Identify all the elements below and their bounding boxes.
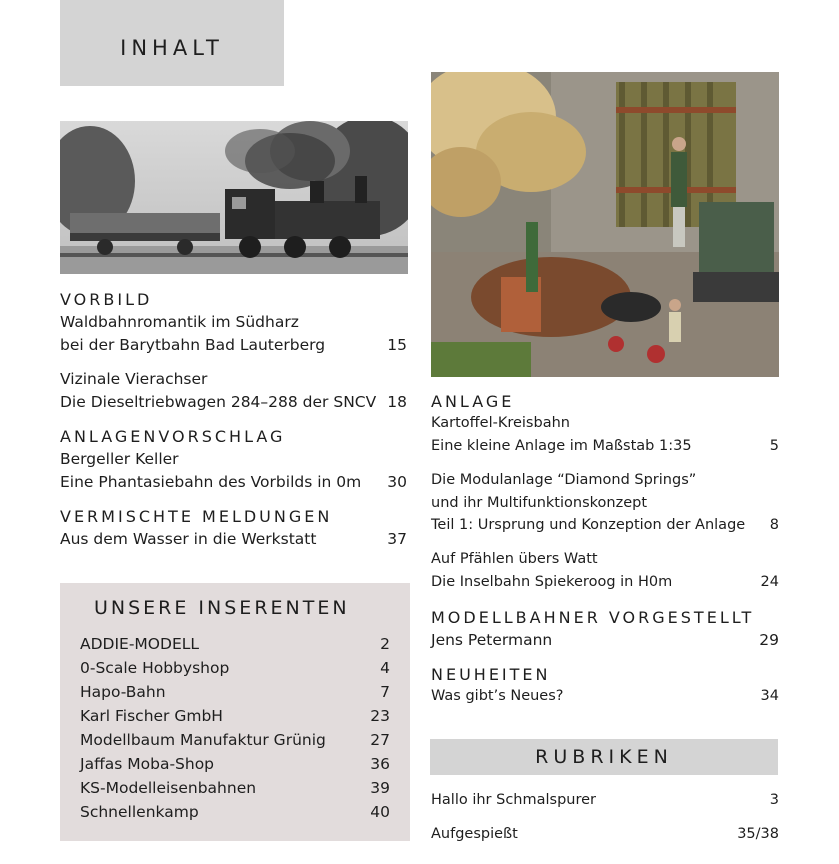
advertiser-name: Modellbaum Manufaktur Grünig bbox=[80, 731, 326, 749]
anlage-line: Kartoffel-Kreisbahn bbox=[431, 415, 570, 431]
rubriken-header bbox=[430, 739, 778, 775]
anlage-photo bbox=[431, 72, 779, 377]
meldungen-heading: VERMISCHTE MELDUNGEN bbox=[60, 507, 333, 526]
anlage-line: Eine kleine Anlage im Maßstab 1:35 bbox=[431, 438, 692, 454]
meldungen-line: Aus dem Wasser in die Werkstatt bbox=[60, 530, 317, 548]
neuheiten-line: Was gibt’s Neues? bbox=[431, 688, 564, 704]
page-number: 30 bbox=[387, 473, 407, 491]
rubrik-page: 3 bbox=[769, 792, 779, 808]
page-number: 15 bbox=[387, 336, 407, 354]
vorgestellt-heading: MODELLBAHNER VORGESTELLT bbox=[431, 608, 755, 627]
anlage-line: und ihr Multifunktionskonzept bbox=[431, 495, 647, 511]
anlage-line: Auf Pfählen übers Watt bbox=[431, 551, 598, 567]
page-number: 8 bbox=[769, 517, 779, 533]
page-number: 29 bbox=[759, 631, 779, 649]
rubrik-name: Aufgespießt bbox=[431, 826, 518, 842]
advertiser-page: 36 bbox=[370, 755, 390, 773]
advertisers-box bbox=[60, 583, 410, 841]
anlage-line: Die Inselbahn Spiekeroog in H0m bbox=[431, 574, 673, 590]
anlage-line: Teil 1: Ursprung und Konzeption der Anlage bbox=[431, 517, 746, 533]
advertiser-page: 4 bbox=[380, 659, 390, 677]
advertiser-page: 7 bbox=[380, 683, 390, 701]
page-number: 34 bbox=[760, 688, 779, 704]
contents-header bbox=[60, 0, 284, 86]
advertiser-name: Schnellenkamp bbox=[80, 803, 199, 821]
anlagenvorschlag-line: Bergeller Keller bbox=[60, 450, 179, 468]
vorgestellt-line: Jens Petermann bbox=[431, 631, 553, 649]
vorbild-line: Waldbahnromantik im Südharz bbox=[60, 313, 299, 331]
advertiser-name: 0-Scale Hobbyshop bbox=[80, 659, 230, 677]
advertiser-name: Hapo-Bahn bbox=[80, 683, 166, 701]
anlage-heading: ANLAGE bbox=[431, 392, 515, 411]
page-number: 24 bbox=[760, 574, 779, 590]
advertiser-page: 40 bbox=[370, 803, 390, 821]
advertiser-page: 39 bbox=[370, 779, 390, 797]
advertisers-title: UNSERE INSERENTEN bbox=[94, 597, 350, 619]
contents-title: INHALT bbox=[120, 36, 224, 60]
advertiser-name: KS-Modelleisenbahnen bbox=[80, 779, 257, 797]
vorbild-line: Die Dieseltriebwagen 284–288 der SNCV bbox=[60, 393, 377, 411]
advertiser-page: 23 bbox=[370, 707, 390, 725]
vorbild-line: Vizinale Vierachser bbox=[60, 370, 208, 388]
page-number: 18 bbox=[387, 393, 407, 411]
advertiser-name: ADDIE-MODELL bbox=[80, 635, 200, 653]
advertiser-page: 27 bbox=[370, 731, 390, 749]
advertiser-name: Karl Fischer GmbH bbox=[80, 707, 223, 725]
anlagenvorschlag-line: Eine Phantasiebahn des Vorbilds in 0m bbox=[60, 473, 362, 491]
vorbild-heading: VORBILD bbox=[60, 290, 153, 309]
vorbild-line: bei der Barytbahn Bad Lauterberg bbox=[60, 336, 326, 354]
advertiser-page: 2 bbox=[380, 635, 390, 653]
vorbild-photo bbox=[60, 121, 408, 274]
anlagenvorschlag-heading: ANLAGENVORSCHLAG bbox=[60, 427, 286, 446]
page-number: 5 bbox=[769, 438, 779, 454]
neuheiten-heading: NEUHEITEN bbox=[431, 665, 551, 684]
rubriken-title: RUBRIKEN bbox=[535, 746, 673, 768]
page-number: 37 bbox=[387, 530, 407, 548]
rubrik-page: 35/38 bbox=[737, 826, 779, 842]
anlage-line: Die Modulanlage “Diamond Springs” bbox=[431, 472, 697, 488]
rubrik-name: Hallo ihr Schmalspurer bbox=[431, 792, 596, 808]
advertiser-name: Jaffas Moba-Shop bbox=[80, 755, 215, 773]
